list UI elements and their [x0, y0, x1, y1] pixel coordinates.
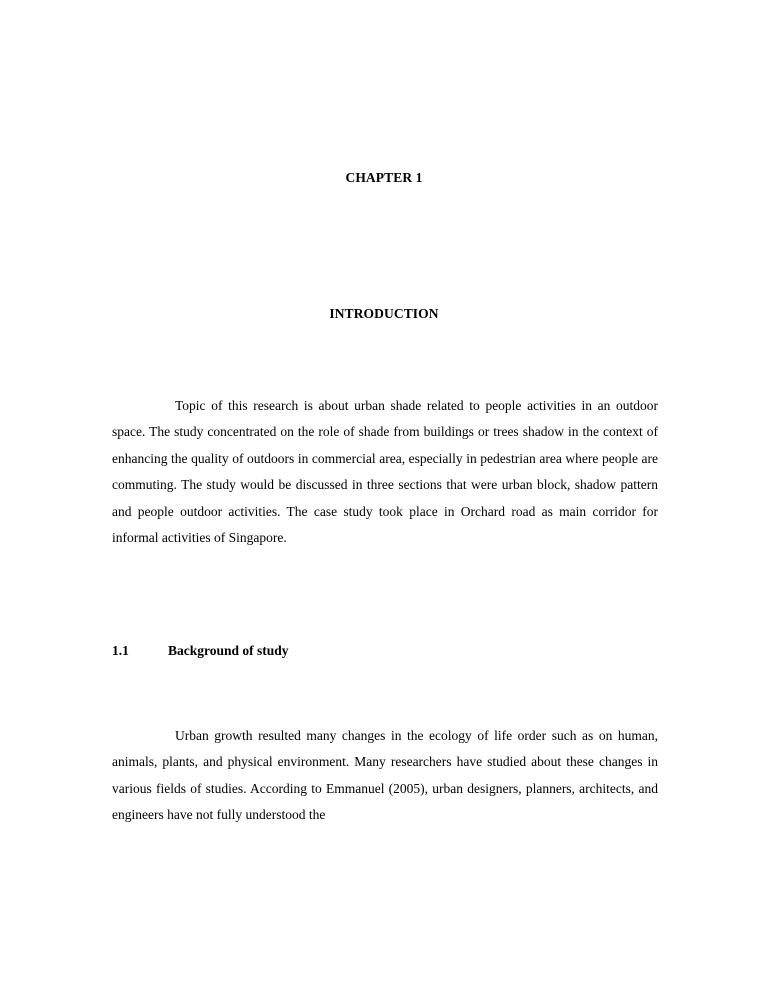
chapter-number: CHAPTER 1 [345, 170, 423, 185]
background-paragraph: Urban growth resulted many changes in the ecology of life order such as on human, animals, plants, and physical environment. Many researchers have studied about these changes in various fields of studies. According to Emmanuel (2005), urban designers, planners, architects, and engineers have not fully understood the [112, 728, 658, 823]
section-heading [112, 643, 289, 659]
intro-paragraph: Topic of this research is about urban shade related to people activities in an outdoor space. The study concentrated on the role of shade from buildings or trees shadow in the context of enhancing the quality of outdoors in commercial area, especially in pedestrian area where people are commuting. The study would be discussed in three sections that were urban block, shadow pattern and people outdoor activities. The case study took place in Orchard road as main corridor for informal activities of Singapore. [112, 398, 658, 546]
section-number: 1.1 [112, 643, 129, 658]
chapter-title: INTRODUCTION [329, 306, 439, 321]
section-title: Background of study [168, 643, 289, 658]
